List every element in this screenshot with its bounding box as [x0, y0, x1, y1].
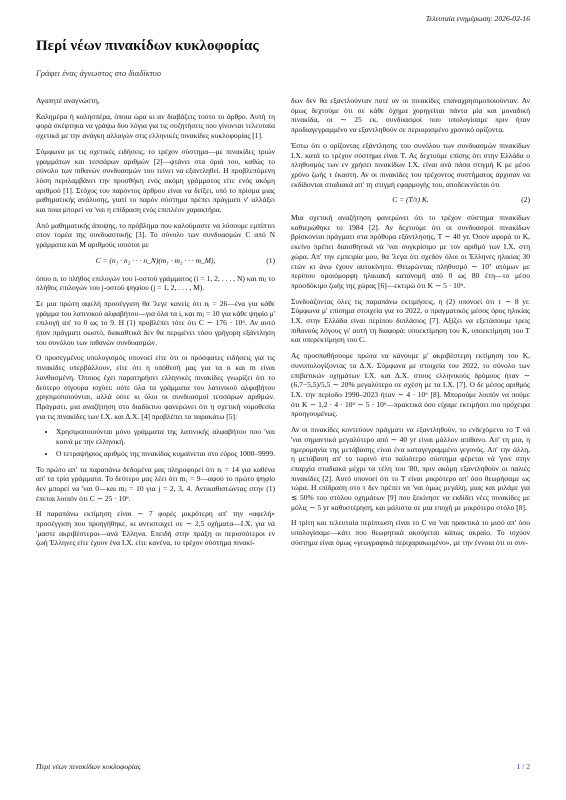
- paragraph: όπου nᵢ το πλήθος επιλογών του i-οστού γράμματος (i = 1, 2, . . . , N) και mⱼ το πλήθος επιλογών του j-οστού ψηφίου (j = 1, 2, . . . , M).: [36, 273, 275, 293]
- equation-2-number: (2): [521, 195, 530, 205]
- document-title: Περί νέων πινακίδων κυκλοφορίας: [36, 38, 259, 54]
- right-column: [291, 96, 530, 554]
- document-subtitle: Γράφει ένας άγνωστος στο διαδίκτυο: [36, 68, 162, 78]
- footer-title: Περί νέων πινακίδων κυκλοφορίας: [36, 762, 141, 771]
- paragraph: Από μαθηματικής άποψης, το πρόβλημα που καλούμαστε να λύσουμε εμπίπτει στον τομέα της συνδυαστικής [3]. Το σύνολο των συνδυασμών C από N γράμματα και M αριθμούς ισούται με: [36, 220, 275, 250]
- paragraph: Η παραπάνω εκτίμηση είναι ∼ 7 φορές μικρότερη απ' την «αφελή» προσέγγιση που προηγήθηκε, κι αντιστοιχεί σε ∼ 2,5 οχήματα—Ι.Χ. για νά 'μαστε ακριβέστεροι—ανά Έλληνα. Επειδή στην πράξη οι περισσότεροι εν ζωή Έλληνες είτε έχουν ένα Ι.Χ. είτε κανένα, το τρέχον σύστημα πινακί-: [36, 509, 275, 548]
- equation-2-text: C = (T/τ) K.: [392, 195, 429, 205]
- left-column: [36, 96, 275, 554]
- paragraph: Σε μια πρώτη αφελή προσέγγιση θα 'λεγε κανείς ότι nᵢ = 26—ένα για κάθε γράμμα του λατινικού αλφαβήτου—για όλα τα i, και mⱼ = 10 για κάθε ψηφίο μ' επιλογή απ' το 0 ως το 9. Η (1) προβλέπει τότε ότι C ∼ 176 · 10⁶. Αν αυτό ήταν πράγματι σωστό, διακαθτικά δεν θα περιμένει τόσο γρήγορη εξάντληση του συνόλου των πιθανών συνδυασμών.: [36, 298, 275, 347]
- paragraph: Αγαπητέ αναγνώστη,: [36, 96, 100, 105]
- list-item: • Χρησιμοποιούνται μόνο γράμματα της λατινικής αλφαβήτου που 'ναι κοινά με την ελληνική.: [56, 427, 275, 446]
- paragraph: Έστω ότι ο ορίζοντας εξάντλησης του συνόλου των συνδυασμών πινακίδων Ι.Χ. κατά το τρέχον σύστημα είναι T. Ας δεχτούμε επίσης ότι στην Ελλάδα ο πληθυσμός των εν χρήσει πινακίδων Ι.Χ. είναι ανά πάσα στιγμή K με μέσο χρόνο ζωής τ έκαστη. Αν οι πινακίδες του τρέχοντος συστήματος άρχισαν να εκδίδονται σταδιακά απ' τη στιγμή εφαρμογής του, αποδεικνύεται ότι: [291, 140, 530, 189]
- paragraph: Μια σχετική αναζήτηση φανερώνει ότι το τρέχον σύστημα πινακίδων καθιερώθηκε το 1984 [2]. Αν δεχτούμε ότι οι συνδυασμοί πινακίδων βρίσκονται πράγματι στα πρόθυρα εξάντλησης, T ∼ 40 yr. Όσον αφορά το K, εκείνο πρέπει διαισθητικά νά 'ναι συγκρίσιμο με τον αριθμό των Ι.Χ. στη χώρα. Απ' την εμπειρία μου, θα 'λεγα ότι σχεδόν όλοι οι Έλληνες ηλικίας 30 ετών κι άνω έχουν αυτοκίνητο. Θεωρώντας πληθυσμό ∼ 10⁷ ατόμων με περίπου ομοιόμορφη ηλικιακή κατανομή από 0 ως 80 έτη—το μέσο προσδόκιμο ζωής της χώρας [6]—εκτιμώ ότι K ∼ 5 · 10⁶.: [291, 213, 530, 290]
- paragraph: Η τρίτη και τελευταία περίπτωση είναι το C να 'ναι πρακτικά το μισό απ' όσο υπολογίσαμε—κάτι που θεωρητικά ακούγεται κάπως ακραίο. Το ισχύον σύστημα είναι όμως «γεωγραφικά περιχαρακωμένο», με την έννοια ότι οι συν-: [291, 518, 530, 547]
- equation-1: [36, 256, 275, 266]
- equation-1-text: C = (n₁ · n₂ · · · n_N)(m₁ · m₂ · · · m_M),: [95, 255, 216, 265]
- paragraph: Συνδυάζοντας όλες τις παραπάνω εκτιμήσεις, η (2) υπονοεί ότι τ ∼ 8 yr. Σύμφωνα μ' επίσημα στοιχεία για το 2022, ο πραγματικός μέσος όρος ηλικίας Ι.Χ. στην Ελλάδα είναι περίπου διπλάσιος [7]. Αξίζει να εξετάσουμε τρεις πιθανούς λόγους γι' αυτή τη διαφορά: υποεκτίμηση του K, υποεκτίμηση του T και υπερεκτίμηση του C.: [291, 296, 530, 345]
- list-item: • Ο τετραψήφιος αριθμός της πινακίδας κυμαίνεται στο εύρος 1000–9999.: [56, 449, 275, 459]
- rules-list: [36, 427, 275, 458]
- paragraph: δων δεν θα εξαντλούνταν ποτέ αν οι πινακίδες επαναχρησιμοποιούνταν. Αν όμως δεχτούμε ότι σε κάθε όχημα χορηγείται πάντα μία και μοναδική πινακίδα, οι ∼ 25 εκ. συνδυασμοί που υπολογίσαμε πριν ήταν προδιαγεγραμμένο να εξαντληθούν σε περιορισμένο χρονικό ορίζοντα.: [291, 96, 530, 135]
- paragraph: Ο προσεγμένος υπολογισμός υπονοεί είτε ότι οι πρόσφατες ειδήσεις για τις πινακίδες υπερβάλλουν, είτε ότι η υπόθεσή μας για τα n και m είναι λανθασμένη. Όποιος έχει παρατηρήσει ελληνικές πινακίδες γνωρίζει ότι το δεύτερο σίγουρα ισχύει: ούτε όλα τα γράμματα του λατινικού αλφαβήτου χρησιμοποιούνται, αλλά ούτε κι όλοι οι συνδυασμοί τεσσάρων αριθμών. Πράγματι, μια αναζήτηση στο διαδίκτυο φανερώνει ότι η σχετική νομοθεσία για τις πινακίδες των Ι.Χ. και Δ.Χ. [4] προβλέπει τα παρακάτω [5]:: [36, 353, 275, 421]
- paragraph: Ας προσπαθήσουμε πρώτα να κάνουμε μ' ακριβέστερη εκτίμηση του K, συνυπολογίζοντας τα Δ.Χ. Σύμφωνα με στοιχεία του 2022, το σύνολο των επιβατικών οχημάτων Ι.Χ. και Δ.Χ. στους ελληνικούς δρόμους ήταν ∼ (6,7−5,5)/5,5 ∼ 20% μεγαλύτερο σε σχέση με τα Ι.Χ. [7]. Ο δε μέσος αριθμός Ι.Χ. την περίοδο 1990–2023 ήταν ∼ 4 · 10⁶ [8]. Μπορούμε λοιπόν να πούμε ότι K ∼ 1,2 · 4 · 10⁶ ∼ 5 · 10⁶—πρακτικά όσο είχαμε εκτιμήσει πιο πρόχειρα προηγουμένως.: [291, 351, 530, 419]
- page-number: 1 / 2: [516, 762, 530, 771]
- paragraph: Σύμφωνα με τις σχετικές ειδήσεις, το τρέχον σύστημα—με πινακίδες τριών γραμμάτων και τεσσάρων αριθμών [2]—φτάνει στα όριά του, καθώς το σύνολο των πιθανών συνδυασμών του τείνει να εξαντληθεί. Η προβλεπόμενη λύση περιλαμβάνει την προσθήκη ενός ακόμη γράμματος είτε ενός ακόμη αριθμού [1]. Στόχος του παρόντος άρθρου είναι να δείξει, υπό το πρίσμα μιας μαθηματικής ανάλυσης, γιατί το παρόν σύστημα πρέπει πράγματι ν' αλλάξει και ποια μπορεί να 'ναι η επίδραση ενός επιπλέον χαρακτήρα.: [36, 146, 275, 215]
- equation-1-number: (1): [266, 255, 275, 265]
- paragraph: Το πρώτο απ' τα παραπάνω δεδομένα μας πληροφορεί ότι nᵢ = 14 για καθένα απ' τα τρία γράμματα. Το δεύτερο μας λέει ότι m₁ = 9—αφού το πρώτο ψηφίο δεν μπορεί να 'ναι 0—και mⱼ = 10 για j = 2, 3, 4. Αντικαθιστώντας στην (1) έπεται λοιπόν ότι C ∼ 25 · 10⁶.: [36, 464, 275, 503]
- paragraph: Αν οι πινακίδες κοντεύουν πράγματι να εξαντληθούν, το ενδεχόμενο το T νά 'ναι σημαντικά μεγαλύτερο από ∼ 40 yr είναι μάλλον απίθανο. Απ' τη μια, η ημερομηνία της μετάβασης είναι ένα καταγεγραμμένο γεγονός. Απ' την άλλη, η μετάβαση απ' το τωρινό στο παλιότερο σύστημα φέρεται νά 'γινε στην επαρχία σταδιακά μέχρι τα τέλη του '80, πριν ακόμη εξαντληθούν οι παλιές πινακίδες [2]. Αυτό υπονοεί ότι το T είναι μικρότερο απ' όσο θεωρήσαμε ως τώρα. Η επίδραση στο τ δεν πρέπει να 'ναι όμως μεγάλη, μιας και μιλάμε για ≲ 50% του στόλου οχημάτων [9] που ξεκίνησε να εκδίδει νέες πινακίδες με μόλις ∼ 5 yr καθυστέρηση, και μάλιστα σε μια εποχή με μικρότερο στόλο [8].: [291, 425, 530, 512]
- equation-2: [291, 195, 530, 205]
- article-body: [36, 96, 530, 750]
- paragraph: Καλημέρα ή καλησπέρα, όποια ώρα κι αν διαβάζεις τούτο το άρθρο. Αυτή τη φορά σκέφτηκα να γράψω δυο λόγια για τις συζητήσεις που γίνονται τελευταία σχετικά με την ανάγκη αλλαγών στις ελληνικές πινακίδες κυκλοφορίας [1].: [36, 111, 275, 141]
- last-updated: Τελευταία ενημέρωση: 2026-02-16: [425, 14, 530, 23]
